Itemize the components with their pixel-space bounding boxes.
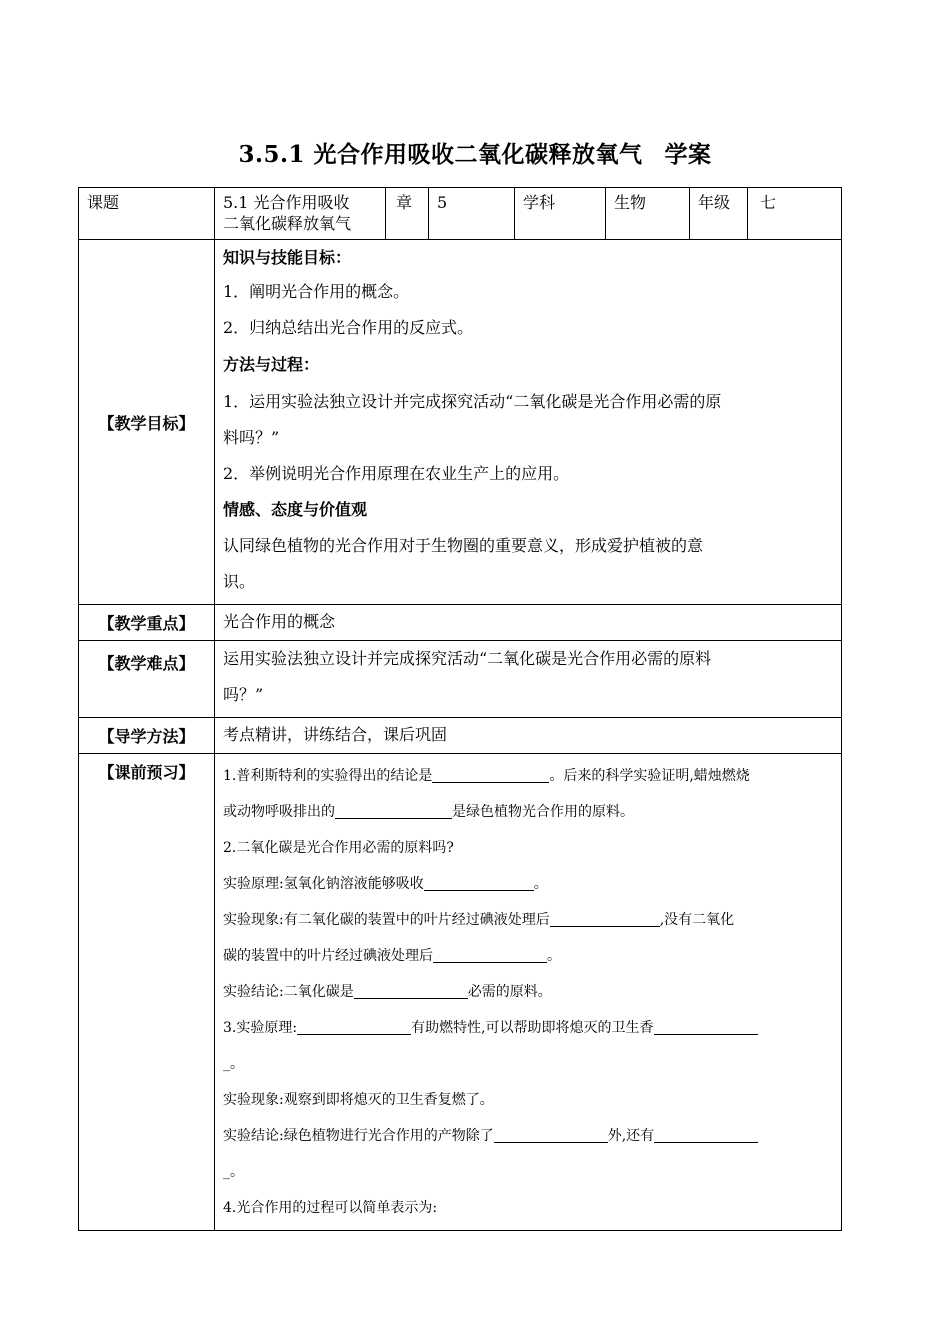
goals-row [79, 240, 842, 605]
goals-label: 【教学目标】 [79, 240, 215, 605]
difficulty-line-b: 吗？” [223, 685, 264, 704]
emotion-line-b: 识。 [223, 572, 256, 591]
preview-q3-phenomenon: 实验现象:观察到即将熄灭的卫生香复燃了。 [223, 1092, 494, 1108]
chapter-value-cell: 5 [429, 188, 515, 240]
topic-value-line2: 二氧化碳释放氧气 [223, 214, 352, 233]
lesson-plan-table [78, 187, 842, 1231]
key-point-row [79, 605, 842, 641]
preview-q2-principle: 实验原理:氢氧化钠溶液能够吸收 。 [223, 876, 548, 892]
method-label: 【导学方法】 [79, 718, 215, 754]
key-point-cell [215, 605, 842, 641]
preview-q3-line-a: 3.实验原理: 有助燃特性,可以帮助即将熄灭的卫生香 [223, 1010, 833, 1046]
emotion-heading: 情感、态度与价值观 [223, 500, 368, 519]
method-value: 考点精讲，讲练结合，课后巩固 [223, 725, 448, 744]
preview-q2-phenomenon-b: 碳的装置中的叶片经过碘液处理后 。 [223, 948, 561, 964]
preview-q4: 4.光合作用的过程可以简单表示为: [223, 1200, 438, 1216]
topic-value-cell [215, 188, 386, 240]
method-item-1b: 料吗？” [223, 428, 280, 447]
preview-q1-line-b: 或动物呼吸排出的 是绿色植物光合作用的原料。 [223, 804, 634, 820]
difficulty-cell [215, 641, 842, 718]
preview-q3-conclusion-a: 实验结论:绿色植物进行光合作用的产物除了 外,还有 [223, 1118, 833, 1154]
goals-content [215, 240, 842, 605]
preview-q2-conclusion: 实验结论:二氧化碳是 必需的原料。 [223, 984, 552, 1000]
preview-content [215, 754, 842, 1231]
grade-label-cell: 年级 [690, 188, 748, 240]
topic-label-cell: 课题 [79, 188, 215, 240]
preview-label: 【课前预习】 [79, 754, 215, 1231]
answer-blank[interactable] [424, 874, 534, 891]
document-title [0, 136, 950, 169]
method-item-2: 2．举例说明光合作用原理在农业生产上的应用。 [223, 464, 570, 483]
topic-value-line1: 5.1 光合作用吸收 [223, 193, 350, 212]
answer-blank[interactable] [494, 1126, 608, 1143]
key-point-label: 【教学重点】 [79, 605, 215, 641]
title-main: 3.5.1 光合作用吸收二氧化碳释放氧气 [238, 141, 643, 168]
knowledge-item-2: 2．归纳总结出光合作用的反应式。 [223, 318, 474, 337]
preview-q3-conclusion-b: _。 [223, 1164, 244, 1180]
subject-label-cell: 学科 [515, 188, 606, 240]
answer-blank[interactable] [335, 802, 452, 819]
method-heading: 方法与过程： [223, 355, 320, 374]
answer-blank[interactable] [433, 946, 547, 963]
knowledge-heading: 知识与技能目标： [223, 248, 352, 267]
preview-q2: 2.二氧化碳是光合作用必需的原料吗? [223, 840, 454, 856]
preview-q2-phenomenon-a: 实验现象:有二氧化碳的装置中的叶片经过碘液处理后 ,没有二氧化 [223, 912, 735, 928]
preview-row [79, 754, 842, 1231]
answer-blank[interactable] [550, 910, 660, 927]
difficulty-line-a: 运用实验法独立设计并完成探究活动“二氧化碳是光合作用必需的原料 [223, 649, 712, 668]
title-suffix: 学案 [664, 141, 712, 168]
answer-blank[interactable] [297, 1018, 411, 1035]
method-row [79, 718, 842, 754]
subject-value-cell: 生物 [606, 188, 690, 240]
key-point-value: 光合作用的概念 [223, 612, 336, 631]
chapter-label-cell: 章 [386, 188, 429, 240]
answer-blank[interactable] [354, 982, 468, 999]
preview-q1-line-a: 1.普利斯特利的实验得出的结论是 。后来的科学实验证明,蜡烛燃烧 [223, 768, 750, 784]
difficulty-row [79, 641, 842, 718]
answer-blank[interactable] [654, 1126, 758, 1143]
grade-value-cell: 七 [748, 188, 842, 240]
method-item-1a: 1．运用实验法独立设计并完成探究活动“二氧化碳是光合作用必需的原 [223, 392, 722, 411]
difficulty-label: 【教学难点】 [79, 641, 215, 718]
preview-q3-line-b: _。 [223, 1056, 244, 1072]
emotion-line-a: 认同绿色植物的光合作用对于生物圈的重要意义，形成爱护植被的意 [223, 536, 704, 555]
header-row [79, 188, 842, 240]
knowledge-item-1: 1．阐明光合作用的概念。 [223, 282, 410, 301]
method-cell [215, 718, 842, 754]
answer-blank[interactable] [654, 1018, 758, 1035]
answer-blank[interactable] [432, 766, 549, 783]
